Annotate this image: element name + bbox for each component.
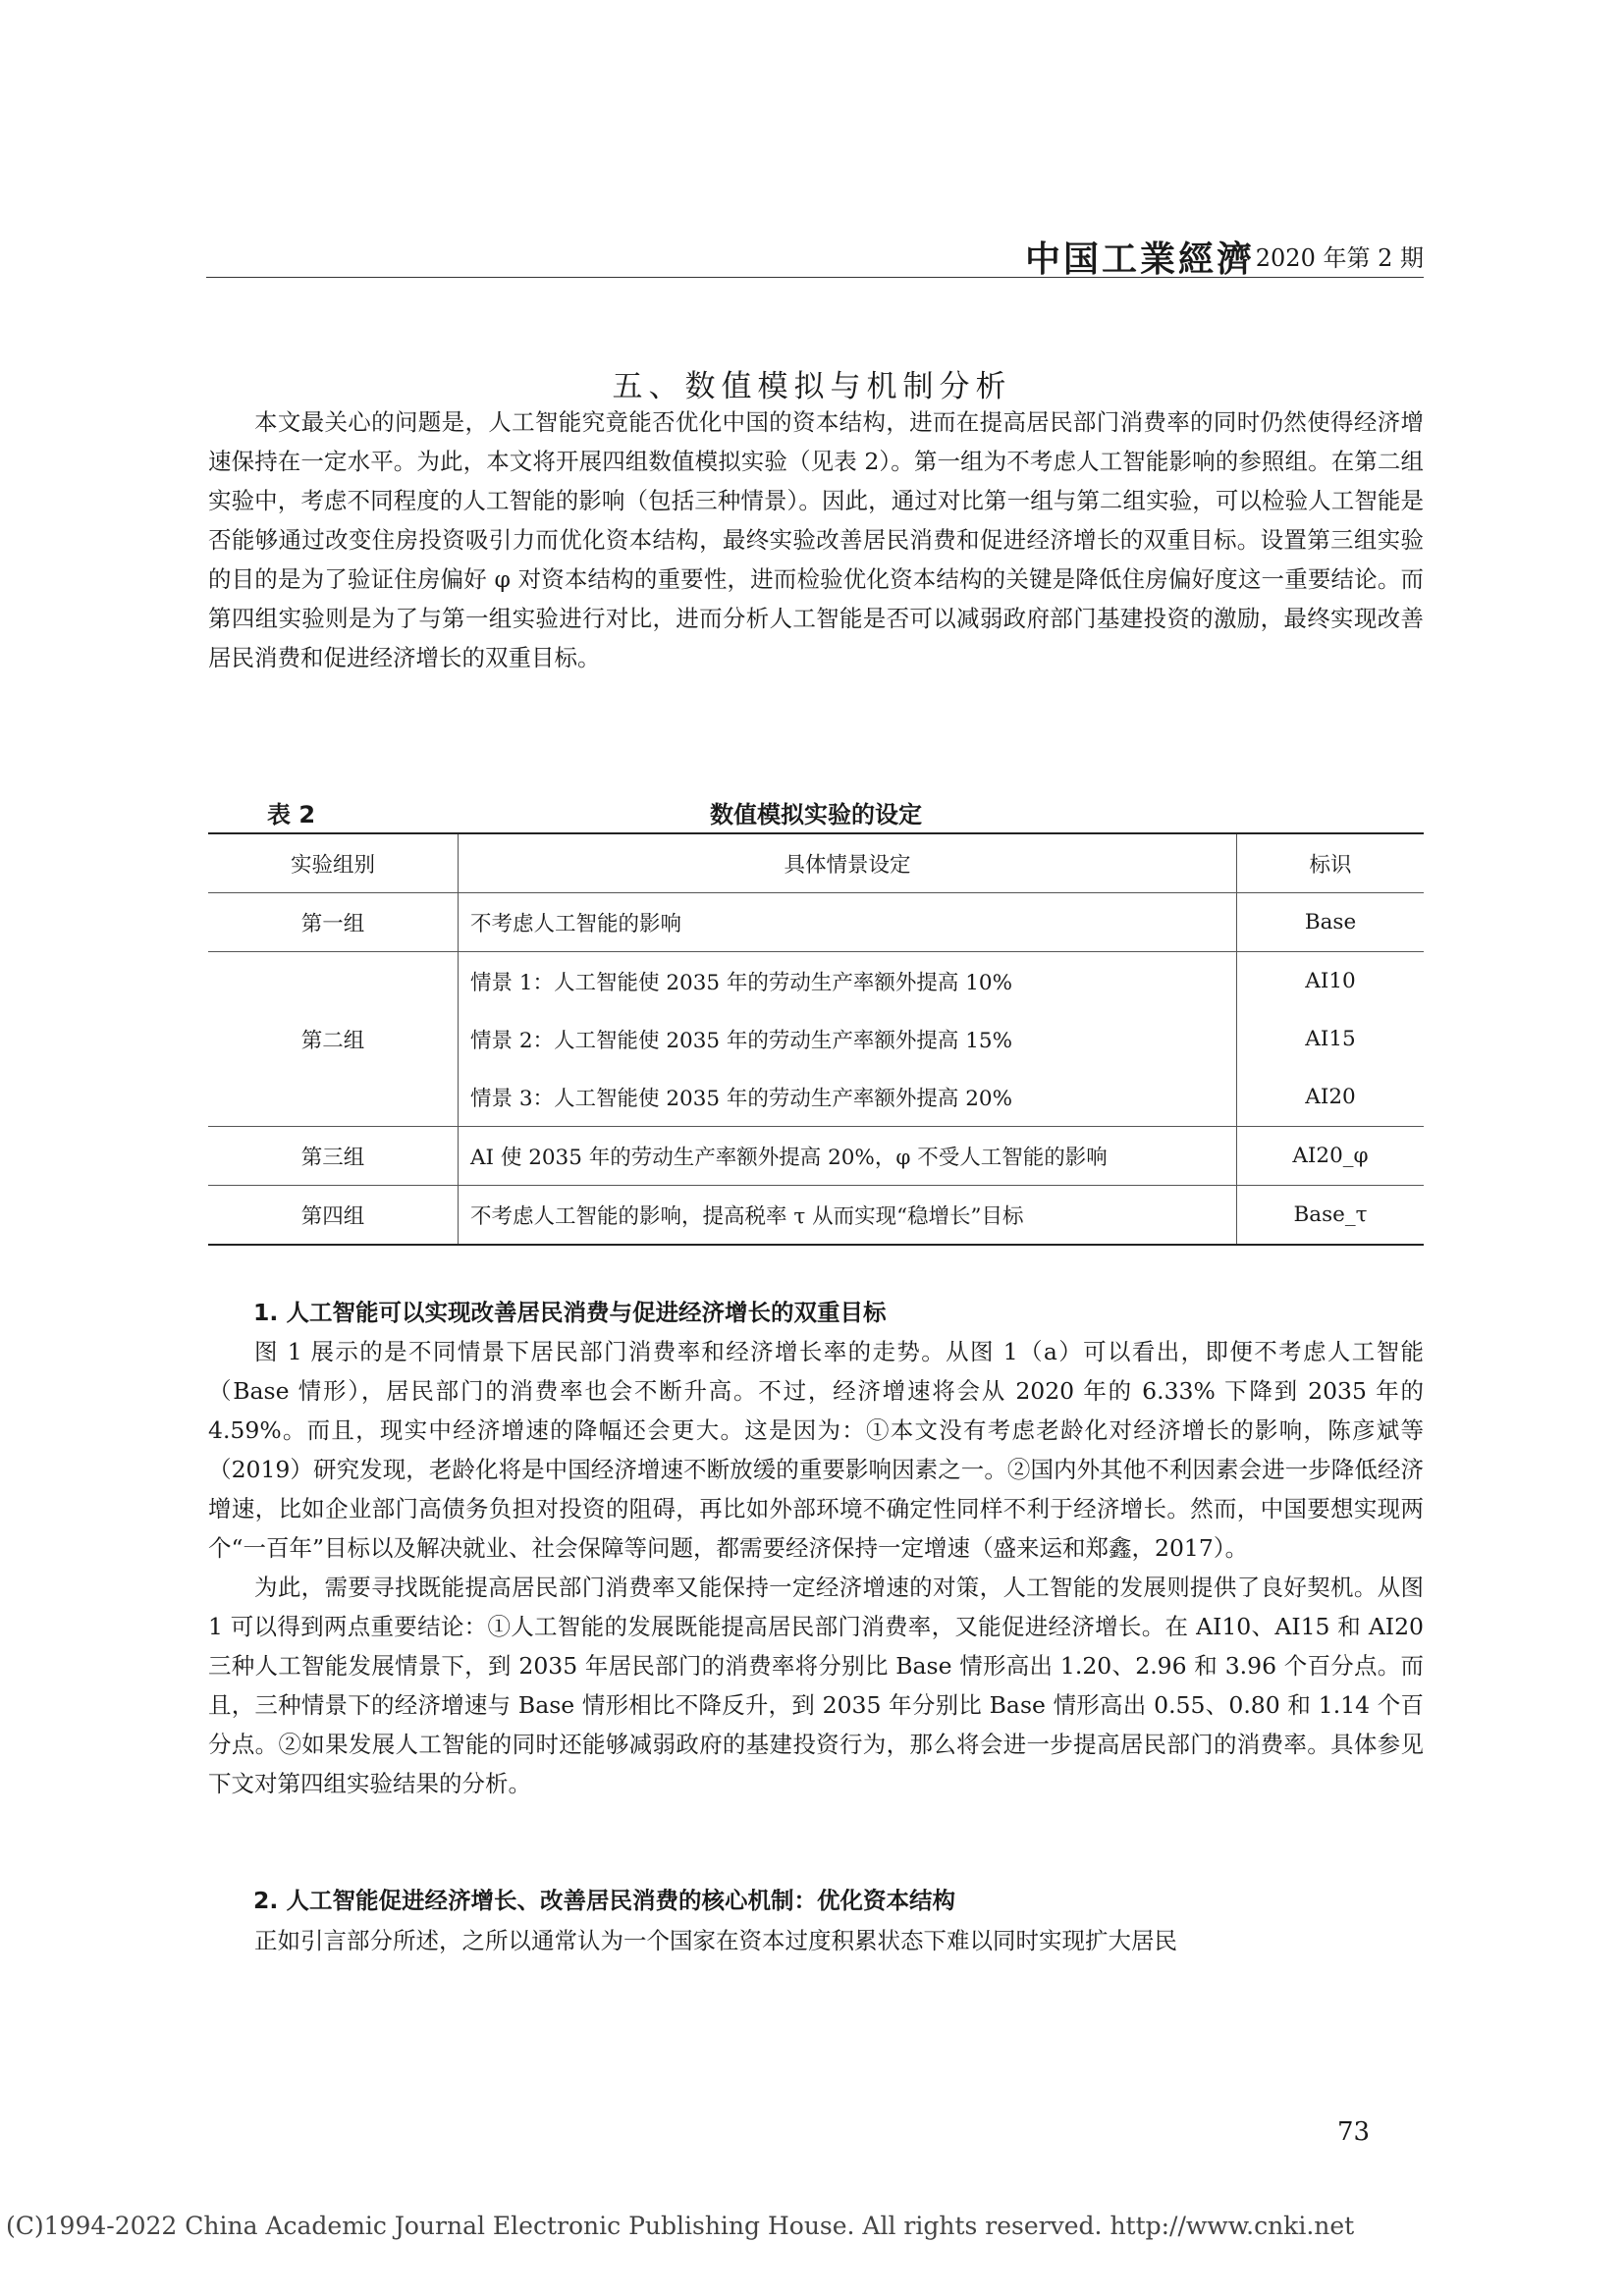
paragraph-conclusions: 为此，需要寻找既能提高居民部门消费率又能保持一定经济增速的对策，人工智能的发展则提供了良好契机。从图 1 可以得到两点重要结论：①人工智能的发展既能提高居民部门消费率，又能促进经济增长。在 AI10、AI15 和 AI20 三种人工智能发展情景下，到 2035 年居民部门的消费率将分别比 Base 情形高出 1.20、2.96 和 3.96 个百分点。而且，三种情景下的经济增速与 Base 情形相比不降反升，到 2035 年分别比 Base 情形高出 0.55、0.80 和 1.14 个百分点。②如果发展人工智能的同时还能够减弱政府的基建投资行为，那么将会进一步提高居民部门的消费率。具体参见下文对第四组实验结果的分析。 <box>208 1574 1424 1797</box>
cell-scenario: 情景 3：人工智能使 2035 年的劳动生产率额外提高 20% <box>459 1068 1237 1127</box>
paragraph-figure-1: 图 1 展示的是不同情景下居民部门消费率和经济增长率的走势。从图 1（a）可以看出，即便不考虑人工智能（Base 情形），居民部门的消费率也会不断升高。不过，经济增速将会从 2020 年的 6.33% 下降到 2035 年的 4.59%。而且，现实中经济增速的降幅还会更大。这是因为：①本文没有考虑老龄化对经济增长的影响，陈彦斌等（2019）研究发现，老龄化将是中国经济增速不断放缓的重要影响因素之一。②国内外其他不利因素会进一步降低经济增速，比如企业部门高债务负担对投资的阻碍，再比如外部环境不确定性同样不利于经济增长。然而，中国要想实现两个“一百年”目标以及解决就业、社会保障等问题，都需要经济保持一定增速（盛来运和郑鑫，2017）。 <box>208 1338 1424 1562</box>
copyright-footer: (C)1994-2022 China Academic Journal Electronic Publishing House. All rights reserved. http://www.cnki.net <box>6 2212 1355 2240</box>
cell-group <box>208 1068 459 1127</box>
cell-group: 第三组 <box>208 1127 459 1186</box>
table-title: 数值模拟实验的设定 <box>710 801 922 828</box>
simulation-settings-table <box>208 832 1424 1246</box>
paragraph-intro: 本文最关心的问题是，人工智能究竟能否优化中国的资本结构，进而在提高居民部门消费率的同时仍然使得经济增速保持在一定水平。为此，本文将开展四组数值模拟实验（见表 2）。第一组为不考虑人工智能影响的参照组。在第二组实验中，考虑不同程度的人工智能的影响（包括三种情景）。因此，通过对比第一组与第二组实验，可以检验人工智能是否能够通过改变住房投资吸引力而优化资本结构，最终实验改善居民消费和促进经济增长的双重目标。设置第三组实验的目的是为了验证住房偏好 φ 对资本结构的重要性，进而检验优化资本结构的关键是降低住房偏好度这一重要结论。而第四组实验则是为了与第一组实验进行对比，进而分析人工智能是否可以减弱政府部门基建投资的激励，最终实现改善居民消费和促进经济增长的双重目标。 <box>208 408 1424 671</box>
section-title: 五、数值模拟与机制分析 <box>612 368 1012 404</box>
cell-group: 第四组 <box>208 1186 459 1246</box>
table-row <box>208 893 1424 952</box>
table-row <box>208 1068 1424 1127</box>
cell-scenario: 情景 2：人工智能使 2035 年的劳动生产率额外提高 15% <box>459 1010 1237 1068</box>
table-row <box>208 1127 1424 1186</box>
cell-id: AI20_φ <box>1237 1127 1425 1186</box>
cell-scenario: 不考虑人工智能的影响 <box>459 893 1237 952</box>
subsection-heading-2: 2. 人工智能促进经济增长、改善居民消费的核心机制：优化资本结构 <box>253 1887 955 1914</box>
column-header-id: 标识 <box>1237 833 1425 893</box>
cell-group: 第二组 <box>208 1010 459 1068</box>
cell-scenario: 不考虑人工智能的影响，提高税率 τ 从而实现“稳增长”目标 <box>459 1186 1237 1246</box>
cell-id: AI10 <box>1305 969 1356 993</box>
page-number: 73 <box>1337 2117 1371 2147</box>
cell-group <box>208 952 459 1011</box>
journal-name: 中国工業經濟 <box>1024 240 1255 280</box>
column-header-scenario: 具体情景设定 <box>459 833 1237 893</box>
cell-id: Base_τ <box>1237 1186 1425 1246</box>
subsection-heading-1: 1. 人工智能可以实现改善居民消费与促进经济增长的双重目标 <box>253 1299 887 1326</box>
table-header-row <box>208 833 1424 893</box>
paragraph-mechanism: 正如引言部分所述，之所以通常认为一个国家在资本过度积累状态下难以同时实现扩大居民 <box>254 1927 1177 1954</box>
column-header-group: 实验组别 <box>208 833 459 893</box>
cell-id: AI20 <box>1237 1068 1425 1127</box>
table-row <box>208 952 1424 1011</box>
cell-group: 第一组 <box>208 893 459 952</box>
table-number: 表 2 <box>267 801 316 828</box>
cell-scenario: 情景 1：人工智能使 2035 年的劳动生产率额外提高 10% <box>459 952 1237 1011</box>
table-caption <box>208 795 1424 830</box>
running-header <box>206 222 1424 278</box>
table-row <box>208 1010 1424 1068</box>
cell-scenario: AI 使 2035 年的劳动生产率额外提高 20%，φ 不受人工智能的影响 <box>459 1127 1237 1186</box>
table-row <box>208 1186 1424 1246</box>
cell-id: Base <box>1237 893 1425 952</box>
cell-id: AI15 <box>1305 1027 1356 1051</box>
journal-issue: 2020 年第 2 期 <box>1255 244 1424 272</box>
